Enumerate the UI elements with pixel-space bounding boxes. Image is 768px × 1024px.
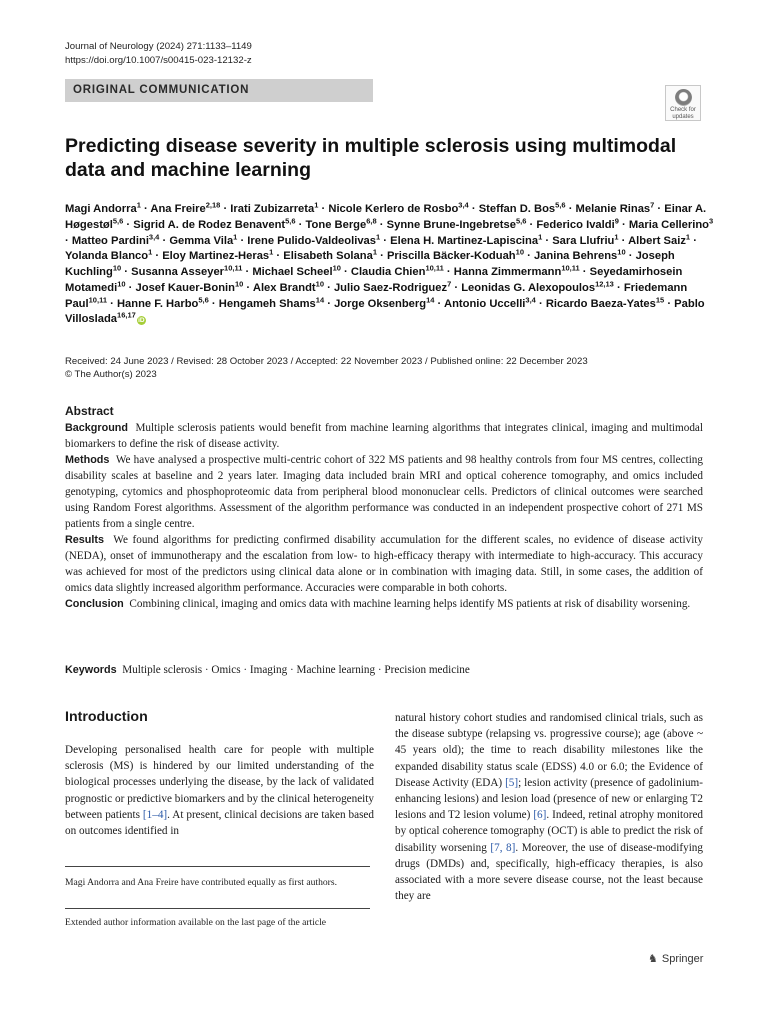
author-name: Hanna Zimmermann bbox=[453, 266, 562, 278]
publisher-logo bbox=[648, 952, 703, 965]
background-label: Background bbox=[65, 422, 128, 434]
author-entry bbox=[334, 294, 435, 310]
author-name: Elena H. Martinez‑Lapiscina bbox=[390, 234, 539, 247]
author-name: Nicole Kerlero de Rosbo bbox=[328, 203, 459, 215]
abstract-conclusion bbox=[65, 596, 703, 612]
author-entry bbox=[169, 231, 238, 247]
author-name: Friedemann Paul bbox=[65, 281, 688, 310]
author-name: Synne Brune‑Ingebretse bbox=[386, 218, 516, 231]
intro-paragraph bbox=[65, 742, 374, 839]
author-entry bbox=[283, 247, 377, 263]
author-entry bbox=[65, 200, 141, 215]
footnote-divider bbox=[65, 908, 370, 909]
author-name: Magi Andorra bbox=[65, 203, 137, 215]
orcid-icon[interactable]: iD bbox=[138, 317, 145, 325]
methods-label: Methods bbox=[65, 454, 110, 466]
author-name: Elisabeth Solana bbox=[283, 250, 373, 263]
intro-text: Developing personalised health care for people with multiple sclerosis (MS) is hindered by our limited understanding of the biological processes underlying the disease, by the lack of validated prognostic or predictive biomarkers and by the clinical heterogeneity between patients bbox=[65, 744, 374, 821]
results-text: We found algorithms for predicting confirmed disability accumulation for the different scales, no evidence of disease activity (NEDA), onset of immunotherapy and the escalation from low- to high-efficacy therapy with intermediate to high-accuracy. This accuracy was achieved for most of the predictors using clinical data alone or in combination with imaging data. Still, in some cases, the addition of omics data slightly increased algorithm performance. Accuracies were comparable in both cohorts. bbox=[65, 534, 704, 594]
abstract-heading: Abstract bbox=[65, 404, 114, 418]
intro-text: natural history cohort studies and randomised clinical trials, such as the disease subtype (relapsing vs. progressive course); age (above ~ 45 years old); the time to reach disability milestones like the expanded disability status scale (EDSS) 4.0 or 6.0; the Evidence of Disease Activity (EDA) bbox=[395, 712, 703, 789]
author-entry bbox=[443, 294, 536, 310]
author-name: Ana Freire bbox=[150, 203, 206, 215]
affiliation-marker: 3,4 bbox=[148, 231, 160, 241]
affiliation-marker: 10,11 bbox=[88, 294, 107, 304]
author-entry bbox=[350, 263, 444, 278]
affiliation-marker: 15 bbox=[655, 294, 665, 304]
affiliation-marker: 1 bbox=[376, 231, 381, 241]
doi-link[interactable]: https://doi.org/10.1007/s00415-023-12132-z bbox=[65, 55, 252, 66]
check-updates-label: Check for updates bbox=[670, 107, 696, 120]
affiliation-marker: 1 bbox=[372, 247, 377, 257]
author-name: Albert Saiz bbox=[628, 234, 686, 247]
affiliation-marker: 10,11 bbox=[561, 263, 580, 273]
author-name: Joseph Kuchling bbox=[65, 250, 675, 278]
results-label: Results bbox=[65, 534, 105, 546]
author-name: Pablo Villoslada bbox=[65, 297, 705, 326]
author-name: Janina Behrens bbox=[533, 250, 618, 263]
affiliation-marker: 1 bbox=[136, 200, 141, 210]
intro-text: . At present, clinical decisions are taken based on outcomes identified in bbox=[65, 808, 374, 838]
author-entry bbox=[305, 216, 377, 231]
author-entry bbox=[247, 231, 381, 247]
abstract-results bbox=[65, 532, 703, 596]
author-name: Yolanda Blanco bbox=[65, 250, 149, 263]
author-name: Susanna Asseyer bbox=[131, 266, 225, 278]
author-entry bbox=[478, 200, 566, 215]
footnote-divider bbox=[65, 866, 370, 867]
affiliation-marker: 5,6 bbox=[515, 216, 527, 226]
author-name: Sara Llufriu bbox=[552, 234, 615, 247]
author-name: Tone Berge bbox=[305, 218, 367, 231]
journal-citation: Journal of Neurology (2024) 271:1133–1149 bbox=[65, 41, 252, 52]
affiliation-marker: 7 bbox=[650, 200, 655, 210]
affiliation-marker: 10,11 bbox=[425, 263, 444, 273]
author-name: Melanie Rinas bbox=[575, 203, 651, 215]
author-entry bbox=[328, 200, 469, 215]
intro-text: ; lesion activity (presence of gadolinium-enhancing lesions) and lesion load (presence of new or enlarging T2 lesions and T2 lesion volume) bbox=[395, 776, 703, 822]
author-name: Sigrid A. de Rodez Benavent bbox=[133, 218, 286, 231]
affiliation-marker: 10 bbox=[332, 263, 341, 273]
author-entry bbox=[71, 231, 160, 247]
author-name: Josef Kauer‑Bonin bbox=[135, 281, 235, 294]
author-entry bbox=[218, 294, 325, 310]
affiliation-marker: 10 bbox=[112, 263, 122, 273]
publication-dates bbox=[65, 355, 588, 381]
author-entry bbox=[133, 216, 296, 231]
affiliation-marker: 1 bbox=[148, 247, 153, 257]
affiliation-marker: 3,4 bbox=[525, 294, 536, 304]
affiliation-marker: 10 bbox=[515, 247, 524, 257]
intro-text: . Moreover, the use of disease-modifying drugs (DMDs) and, specifically, high-efficacy therapies, is also associated with a more severe disease course, not the least because they are bbox=[395, 841, 703, 903]
author-entry bbox=[575, 200, 655, 215]
affiliation-marker: 3 bbox=[709, 216, 714, 226]
keywords bbox=[65, 662, 470, 678]
intro-paragraph bbox=[395, 710, 703, 904]
author-entry bbox=[386, 247, 524, 263]
affiliation-marker: 1 bbox=[233, 231, 238, 241]
affiliation-marker: 10,11 bbox=[224, 263, 243, 273]
affiliation-marker: 14 bbox=[426, 294, 435, 304]
citation-link[interactable]: [1–4] bbox=[142, 808, 168, 821]
author-entry bbox=[628, 231, 691, 247]
methods-text: We have analysed a prospective multi-centric cohort of 322 MS patients and 98 healthy controls from four MS centres, collecting disability scales at baseline and 2 years later. Imaging data included brain MRI and optical coherence tomography, and omics included genotyping, cytomics and phosphoproteomic data from peripheral blood mononuclear cells. Predictors of clinical outcomes were searched using Random Forest algorithms. Assessment of the algorithm performance was conducted in an independent prospective cohort of 271 MS patients from a single centre. bbox=[65, 454, 703, 530]
author-name: Leonidas G. Alexopoulos bbox=[461, 281, 596, 294]
author-entry bbox=[230, 200, 319, 215]
check-updates-icon bbox=[675, 89, 692, 106]
article-title: Predicting disease severity in multiple sclerosis using multimodal data and machine learning bbox=[65, 135, 677, 181]
affiliation-marker: 10 bbox=[117, 279, 126, 289]
author-name: Matteo Pardini bbox=[71, 234, 149, 247]
publisher-name: Springer bbox=[661, 953, 704, 965]
author-entry bbox=[252, 263, 341, 278]
background-text: Multiple sclerosis patients would benefit from machine learning algorithms that integrates clinical, imaging and multimodal biomarkers to define the risk of disease activity. bbox=[65, 422, 703, 450]
author-name: Hengameh Shams bbox=[218, 297, 316, 310]
author-entry bbox=[162, 247, 274, 263]
citation-link[interactable]: [6] bbox=[533, 809, 547, 822]
affiliation-marker: 1 bbox=[314, 200, 319, 210]
keywords-text: Multiple sclerosis · Omics · Imaging · Machine learning · Precision medicine bbox=[122, 664, 470, 676]
conclusion-label: Conclusion bbox=[65, 598, 124, 610]
affiliation-marker: 10 bbox=[315, 279, 324, 289]
citation-link[interactable]: [5] bbox=[505, 776, 519, 789]
affiliation-marker: 10 bbox=[234, 279, 244, 289]
author-entry bbox=[252, 279, 324, 294]
affiliation-marker: 5,6 bbox=[198, 294, 209, 304]
article-type-band bbox=[65, 79, 373, 102]
author-name: Claudia Chien bbox=[350, 266, 426, 278]
affiliation-marker: 5,6 bbox=[112, 216, 124, 226]
abstract-methods bbox=[65, 452, 703, 532]
springer-horse-icon: ♞ bbox=[648, 953, 658, 965]
author-name: Jorge Oksenberg bbox=[334, 297, 427, 310]
author-name: Michael Scheel bbox=[252, 266, 333, 278]
affiliation-marker: 6,8 bbox=[366, 216, 377, 226]
author-entry bbox=[536, 216, 619, 231]
author-name: Ricardo Baeza‑Yates bbox=[545, 297, 656, 310]
author-name: Gemma Vila bbox=[169, 234, 234, 247]
author-entry bbox=[386, 216, 527, 231]
abstract-body bbox=[65, 420, 703, 612]
intro-column-right bbox=[395, 710, 703, 904]
author-name: Irene Pulido‑Valdeolivas bbox=[247, 234, 376, 247]
affiliation-marker: 3,4 bbox=[458, 200, 469, 210]
author-entry bbox=[461, 279, 614, 294]
affiliation-marker: 1 bbox=[685, 231, 691, 241]
author-name: Hanne F. Harbo bbox=[116, 297, 199, 310]
author-entry bbox=[131, 263, 243, 278]
intro-text: . Indeed, retinal atrophy monitored by optical coherence tomography (OCT) is able to predict the risk of disability worsening bbox=[395, 809, 703, 854]
author-name: Irati Zubizarreta bbox=[230, 203, 315, 215]
author-list: Magi Andorra$^1$ · Ana Freire$^{2,18}$ · Irati Zubizarreta$^1$ · Nicole Kerlero de Rosbo$^{3,4}$ · Steffan D. Bos$^{5,6}$ · Melanie Rinas$^7$ · Einar A. Høgestøl$^{5,6}$ · Sigrid A. de Rodez Benavent$^{5,6}$ · Tone Berge$^{6,8}$ · Synne Brune‑Ingebretse$^{5,6}$ · Federico Ivaldi$^9$ · Maria Cellerino$^3$ · Matteo Pardini$^{3,4}$ · Gemma Vila$^1$ · Irene Pulido‑Valdeolivas$^1$ · Elena H. Martinez‑Lapiscina$^1$ · Sara Llufriu$^1$ · Albert Saiz$^1$ · Yolanda Blanco$^1$ · Eloy Martinez‑Heras$^1$ · Elisabeth Solana$^1$ · Priscilla Bäcker‑Koduah$^{10}$ · Janina Behrens$^{10}$ · Joseph Kuchling$^{10}$ · Susanna Asseyer$^{10,11}$ · Michael Scheel$^{10}$ · Claudia Chien$^{10,11}$ · Hanna Zimmermann$^{10,11}$ · Seyedamirhosein Motamedi$^{10}$ · Josef Kauer‑Bonin$^{10}$ · Alex Brandt$^{10}$ · Julio Saez‑Rodriguez$^7$ · Leonidas G. Alexopoulos$^{12,13}$ · Friedemann Paul$^{10,11}$ · Hanne F. Harbo$^{5,6}$ · Hengameh Shams$^{14}$ · Jorge Oksenberg$^{14}$ · Antonio Uccelli$^{3,4}$ · Ricardo Baeza‑Yates$^{15}$ · Pablo Villoslada$^{16,17}$iD bbox=[65, 200, 714, 326]
author-entry bbox=[453, 263, 580, 278]
intro-column-left bbox=[65, 742, 374, 839]
author-entry bbox=[545, 294, 665, 310]
affiliation-marker: 1 bbox=[614, 231, 619, 241]
author-name: Antonio Uccelli bbox=[443, 297, 526, 310]
affiliation-marker: 9 bbox=[614, 216, 619, 226]
author-entry bbox=[150, 200, 221, 215]
author-name: Seyedamirhosein Motamedi bbox=[65, 266, 683, 294]
affiliation-marker: 1 bbox=[269, 247, 274, 257]
extended-info-footnote: Extended author information available on the last page of the article bbox=[65, 917, 327, 928]
author-entry bbox=[390, 231, 543, 247]
abstract-background bbox=[65, 420, 703, 452]
author-name: Einar A. Høgestøl bbox=[65, 203, 707, 231]
author-name: Priscilla Bäcker‑Koduah bbox=[386, 250, 516, 263]
introduction-heading: Introduction bbox=[65, 709, 148, 725]
affiliation-marker: 1 bbox=[538, 231, 543, 241]
author-name: Steffan D. Bos bbox=[478, 203, 556, 215]
author-entry bbox=[628, 216, 714, 231]
author-name: Federico Ivaldi bbox=[536, 218, 615, 231]
author-entry bbox=[533, 247, 626, 263]
affiliation-marker: 5,6 bbox=[285, 216, 296, 226]
affiliation-marker: 7 bbox=[447, 279, 452, 289]
author-entry bbox=[116, 294, 209, 310]
affiliation-marker: 14 bbox=[315, 294, 325, 304]
article-type-label: ORIGINAL COMMUNICATION bbox=[73, 84, 250, 96]
author-entry bbox=[65, 247, 153, 263]
affiliation-marker: 10 bbox=[617, 247, 626, 257]
conclusion-text: Combining clinical, imaging and omics data with machine learning helps identify MS patients at risk of disability worsening. bbox=[129, 598, 691, 610]
history-dates: Received: 24 June 2023 / Revised: 28 October 2023 / Accepted: 22 November 2023 / Published online: 22 December 2023 bbox=[65, 356, 588, 367]
author-name: Maria Cellerino bbox=[628, 218, 710, 231]
check-for-updates-button[interactable] bbox=[665, 85, 701, 121]
keywords-label: Keywords bbox=[65, 664, 117, 676]
affiliation-marker: 2,18 bbox=[205, 200, 221, 210]
author-entry bbox=[135, 279, 244, 294]
affiliation-marker: 12,13 bbox=[595, 279, 614, 289]
author-name: Alex Brandt bbox=[252, 281, 316, 294]
author-name: Julio Saez‑Rodriguez bbox=[333, 281, 448, 294]
equal-contribution-footnote: Magi Andorra and Ana Freire have contributed equally as first authors. bbox=[65, 877, 338, 888]
author-name: Eloy Martinez‑Heras bbox=[162, 250, 270, 263]
affiliation-marker: 5,6 bbox=[555, 200, 566, 210]
citation-link[interactable]: [7, 8] bbox=[490, 841, 516, 854]
author-entry bbox=[333, 279, 452, 294]
affiliation-marker: 16,17 bbox=[117, 310, 136, 320]
author-entry bbox=[552, 231, 619, 247]
copyright-line: © The Author(s) 2023 bbox=[65, 369, 157, 380]
